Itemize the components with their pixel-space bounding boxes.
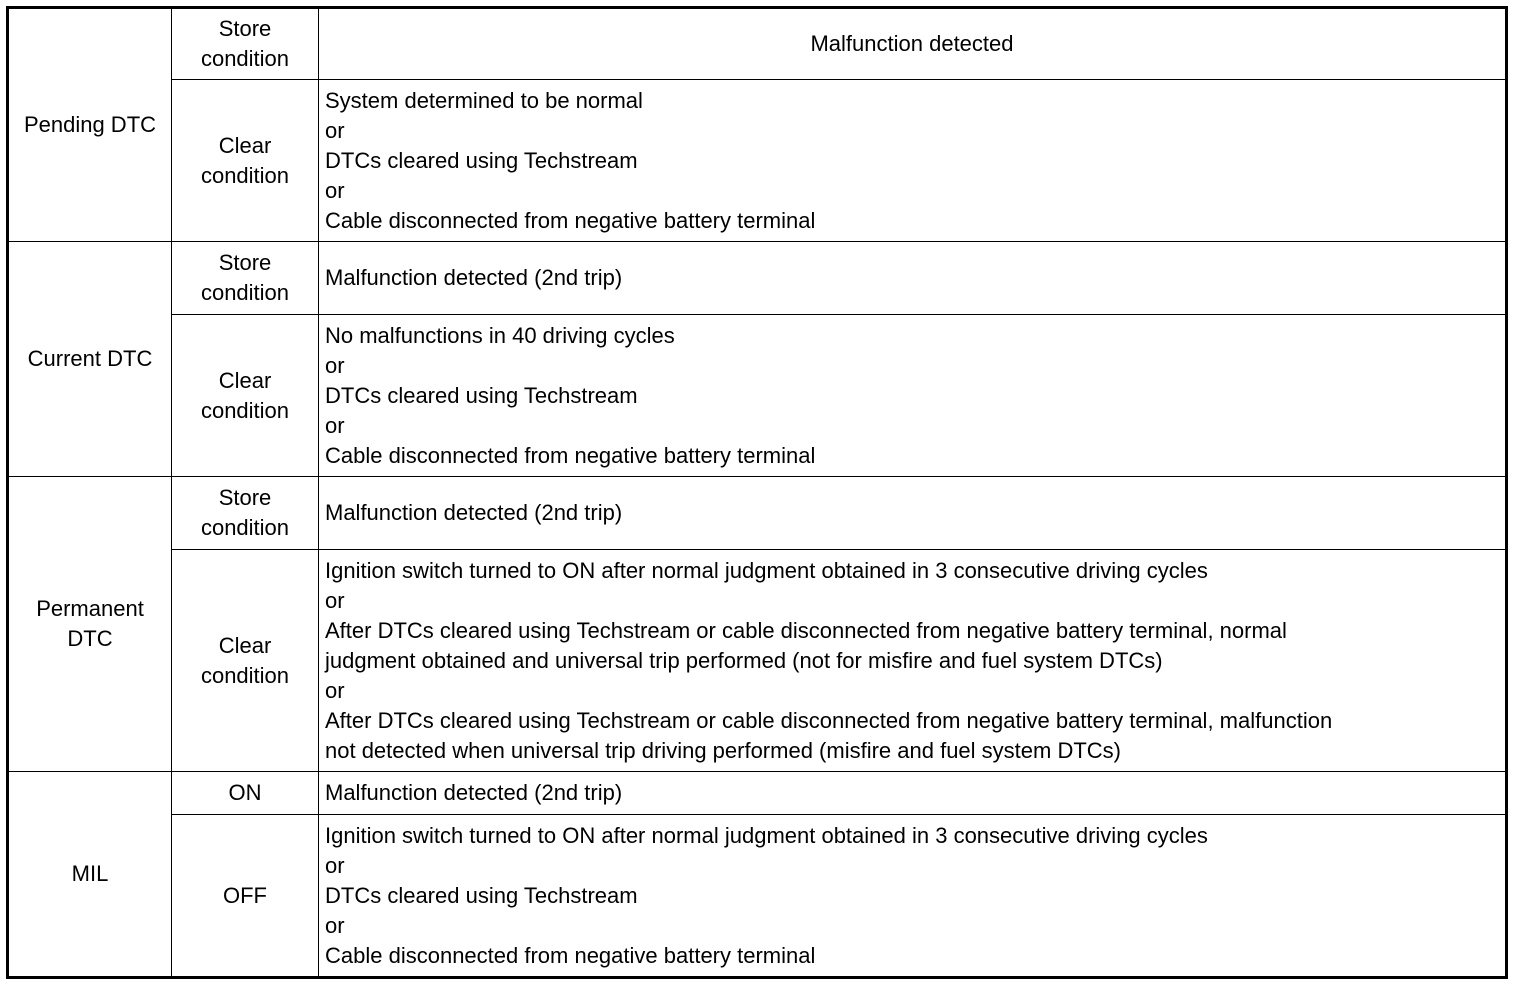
pending-store-label-line-1: Store <box>218 16 272 41</box>
mil-off-line-4: or <box>325 912 345 938</box>
current-category-cell <box>8 242 172 477</box>
pending-clear-line-1: System determined to be normal <box>325 87 643 113</box>
permanent-category-line-2: DTC <box>67 626 113 651</box>
pending-clear-label-line-2: condition <box>200 162 290 188</box>
permanent-clear-label-cell <box>172 550 319 772</box>
mil-on-value: Malfunction detected (2nd trip) <box>325 780 623 805</box>
pending-clear-row <box>8 80 1507 242</box>
current-store-label-line-1: Store <box>218 250 272 275</box>
mil-off-line-1: Ignition switch turned to ON after normal judgment obtained in 3 consecutive driving cycles <box>325 822 1208 848</box>
mil-on-value-cell <box>319 772 1507 815</box>
mil-category-label: MIL <box>71 861 109 886</box>
pending-store-row <box>8 8 1507 80</box>
permanent-clear-label-line-1: Clear <box>218 632 272 658</box>
mil-on-label: ON <box>228 780 262 805</box>
permanent-clear-line-7: not detected when universal trip driving performed (misfire and fuel system DTCs) <box>325 737 1121 763</box>
pending-clear-line-2: or <box>325 117 345 143</box>
mil-category-cell <box>8 772 172 978</box>
permanent-store-label-cell <box>172 477 319 550</box>
permanent-store-label-line-2: condition <box>200 515 290 540</box>
permanent-clear-row <box>8 550 1507 772</box>
permanent-category-cell <box>8 477 172 772</box>
pending-store-label-line-2: condition <box>200 46 290 71</box>
pending-clear-value-cell <box>319 80 1507 242</box>
permanent-clear-line-6: After DTCs cleared using Techstream or cable disconnected from negative battery terminal, malfunction <box>325 707 1333 733</box>
permanent-clear-line-3: After DTCs cleared using Techstream or cable disconnected from negative battery terminal, normal <box>325 617 1287 643</box>
pending-category-cell <box>8 8 172 242</box>
current-clear-line-4: or <box>325 412 345 438</box>
current-store-label-cell <box>172 242 319 315</box>
permanent-category-line-1: Permanent <box>36 596 144 621</box>
mil-off-label: OFF <box>223 882 267 908</box>
current-category-label: Current DTC <box>27 346 153 371</box>
pending-clear-label-cell <box>172 80 319 242</box>
permanent-clear-label-line-2: condition <box>200 662 290 688</box>
permanent-store-value: Malfunction detected (2nd trip) <box>325 500 623 525</box>
mil-off-line-3: DTCs cleared using Techstream <box>325 882 638 908</box>
permanent-store-value-cell <box>319 477 1507 550</box>
pending-store-value-cell <box>319 8 1507 80</box>
pending-clear-label-line-1: Clear <box>218 132 272 158</box>
current-store-value-cell <box>319 242 1507 315</box>
mil-on-row <box>8 772 1507 815</box>
current-store-row <box>8 242 1507 315</box>
current-clear-label-cell <box>172 315 319 477</box>
current-clear-line-3: DTCs cleared using Techstream <box>325 382 638 408</box>
permanent-clear-line-1: Ignition switch turned to ON after normal judgment obtained in 3 consecutive driving cycles <box>325 557 1208 583</box>
permanent-store-label-line-1: Store <box>218 485 272 510</box>
current-clear-line-1: No malfunctions in 40 driving cycles <box>325 322 675 348</box>
current-store-value: Malfunction detected (2nd trip) <box>325 265 623 290</box>
current-clear-line-5: Cable disconnected from negative battery terminal <box>325 442 816 468</box>
permanent-store-row <box>8 477 1507 550</box>
pending-clear-line-3: DTCs cleared using Techstream <box>325 147 638 173</box>
mil-off-row <box>8 815 1507 978</box>
pending-clear-line-4: or <box>325 177 345 203</box>
mil-off-value-cell <box>319 815 1507 978</box>
current-clear-row <box>8 315 1507 477</box>
current-store-label-line-2: condition <box>200 280 290 305</box>
permanent-clear-line-4: judgment obtained and universal trip performed (not for misfire and fuel system DTCs) <box>325 647 1163 673</box>
mil-off-line-2: or <box>325 852 345 878</box>
pending-clear-line-5: Cable disconnected from negative battery terminal <box>325 207 816 233</box>
permanent-clear-line-5: or <box>325 677 345 703</box>
permanent-clear-value-cell <box>319 550 1507 772</box>
current-clear-label-line-2: condition <box>200 397 290 423</box>
permanent-clear-line-2: or <box>325 587 345 613</box>
mil-off-line-5: Cable disconnected from negative battery terminal <box>325 942 816 968</box>
current-clear-label-line-1: Clear <box>218 367 272 393</box>
pending-store-label-cell <box>172 8 319 80</box>
mil-on-label-cell <box>172 772 319 815</box>
dtc-table <box>6 6 1508 979</box>
pending-category-label: Pending DTC <box>23 112 157 137</box>
current-clear-line-2: or <box>325 352 345 378</box>
pending-store-value: Malfunction detected <box>810 31 1014 56</box>
mil-off-label-cell <box>172 815 319 978</box>
current-clear-value-cell <box>319 315 1507 477</box>
